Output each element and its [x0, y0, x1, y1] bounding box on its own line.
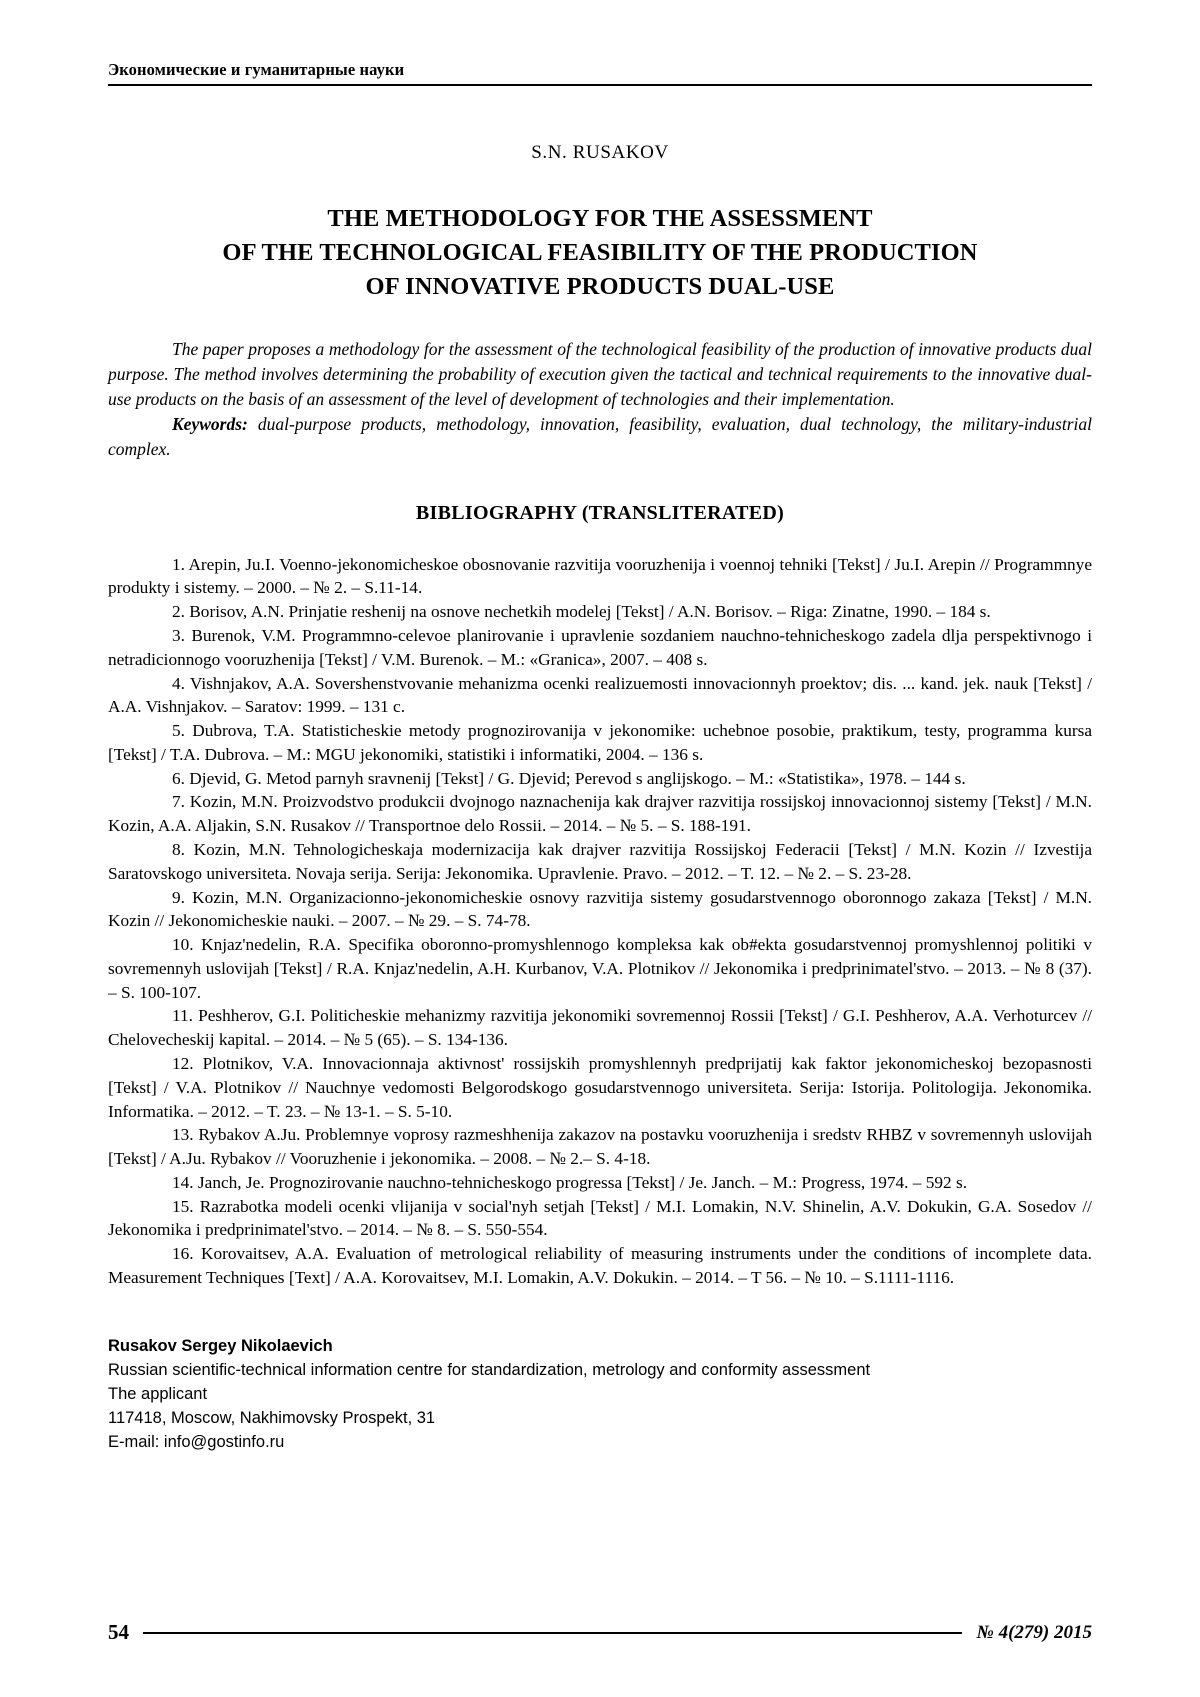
author-email: E-mail: info@gostinfo.ru — [108, 1433, 285, 1452]
abstract-block — [108, 337, 1092, 461]
page-footer — [108, 1620, 1092, 1645]
list-item: 6. Djevid, G. Metod parnyh sravnenij [Tekst] / G. Djevid; Perevod s anglijskogo. – M.: «Statistika», 1978. – 144 s. — [172, 768, 966, 788]
abstract-text: The paper proposes a methodology for the assessment of the technological feasibility of the production of innovative products dual purpose. The method involves determining the probability of execution given the tactical and technical requirements to the innovative dual-use products on the basis of an assessment of the level of development of technologies and their implementation. — [108, 339, 1092, 410]
title-line-2: OF THE TECHNOLOGICAL FEASIBILITY OF THE PRODUCTION — [222, 238, 978, 266]
list-item: 7. Kozin, M.N. Proizvodstvo produkcii dvojnogo naznachenija kak drajver razvitija rossijskoj innovacionnoj sistemy [Tekst] / M.N. Kozin, A.A. Aljakin, S.N. Rusakov // Transportnoe delo Rossii. – 2014. – № 5. – S. 188-191. — [108, 792, 1092, 836]
list-item: 9. Kozin, M.N. Organizacionno-jekonomicheskie osnovy razvitija sistemy gosudarstvennogo oboronnogo zakaza [Tekst] / M.N. Kozin // Jekonomicheskie nauki. – 2007. – № 29. – S. 74-78. — [108, 887, 1092, 931]
title-line-3: OF INNOVATIVE PRODUCTS DUAL-USE — [365, 272, 835, 300]
list-item: 2. Borisov, A.N. Prinjatie reshenij na osnove nechetkih modelej [Tekst] / A.N. Borisov. – Riga: Zinatne, 1990. – 184 s. — [172, 602, 991, 622]
list-item: 8. Kozin, M.N. Tehnologicheskaja modernizacija kak drajver razvitija Rossijskoj Federacii [Tekst] / M.N. Kozin // Izvestija Saratovskogo universiteta. Novaja serija. Serija: Jekonomika. Upravlenie. Pravo. – 2012. – T. 12. – № 2. – S. 23-28. — [108, 839, 1092, 883]
author-line: S.N. RUSAKOV — [531, 142, 669, 163]
list-item: 14. Janch, Je. Prognozirovanie nauchno-tehnicheskogo progressa [Tekst] / Je. Janch. – M.: Progress, 1974. – 592 s. — [172, 1172, 968, 1192]
list-item: 12. Plotnikov, V.A. Innovacionnaja aktivnost' rossijskih promyshlennyh predprijatij kak faktor jekonomicheskoj bezopasnosti [Tekst] / V.A. Plotnikov // Nauchnye vedomosti Belgorodskogo gosudarstvennogo universiteta. Serija: Istorija. Politologija. Jekonomika. Informatika. – 2012. – T. 23. – № 13-1. – S. 5-10. — [108, 1054, 1092, 1121]
list-item: 1. Arepin, Ju.I. Voenno-jekonomicheskoe obosnovanie razvitija vooruzhenija i voennoj tehniki [Tekst] / Ju.I. Arepin // Programmnye produkty i sistemy. – 2000. – № 2. – S.11-14. — [108, 554, 1092, 598]
list-item: 11. Peshherov, G.I. Politicheskie mehanizmy razvitija jekonomiki sovremennoj Rossii [Tekst] / G.I. Peshherov, A.A. Verhoturcev // Chelovecheskij kapital. – 2014. – № 5 (65). – S. 134-136. — [108, 1006, 1092, 1050]
author-affiliation: Russian scientific-technical information centre for standardization, metrology and conformity assessment — [108, 1360, 871, 1379]
author-address: 117418, Moscow, Nakhimovsky Prospekt, 31 — [108, 1409, 436, 1428]
list-item: 5. Dubrova, T.A. Statisticheskie metody prognozirovanija v jekonomike: uchebnoe posobie, praktikum, testy, programma kursa [Tekst] / T.A. Dubrova. – M.: MGU jekonomiki, statistiki i informatiki, 2004. – 136 s. — [108, 721, 1092, 764]
list-item: 10. Knjaz'nedelin, R.A. Specifika oboronno-promyshlennogo kompleksa kak ob#ekta gosudarstvennoj promyshlennoj politiki v sovremennyh uslovijah [Tekst] / R.A. Knjaz'nedelin, A.H. Kurbanov, V.A. Plotnikov // Jekonomika i predprinimatel'stvo. – 2013. – № 8 (37). – S. 100-107. — [108, 935, 1092, 1002]
footer-rule — [143, 1632, 962, 1634]
author-name: Rusakov Sergey Nikolaevich — [108, 1336, 333, 1355]
list-item: 3. Burenok, V.M. Programmno-celevoe planirovanie i upravlenie sozdaniem nauchno-tehnicheskogo zadela dlja perspektivnogo i netradicionnogo vooruzhenija [Tekst] / V.M. Burenok. – M.: «Granica», 2007. – 408 s. — [108, 625, 1092, 669]
keywords-text: dual-purpose products, methodology, innovation, feasibility, evaluation, dual technology, the military-industrial complex. — [108, 413, 1093, 459]
keywords-line — [108, 412, 1092, 462]
keywords-label: Keywords: — [172, 413, 248, 434]
issue-number: № 4(279) 2015 — [976, 1621, 1092, 1643]
reference-list — [108, 553, 1092, 1290]
title-line-1: THE METHODOLOGY FOR THE ASSESSMENT — [327, 205, 873, 232]
bibliography-heading: BIBLIOGRAPHY (TRANSLITERATED) — [415, 501, 785, 524]
page-number: 54 — [108, 1620, 129, 1644]
list-item: 4. Vishnjakov, A.A. Sovershenstvovanie mehanizma ocenki realizuemosti innovacionnyh proektov; dis. ... kand. jek. nauk [Tekst] / A.A. Vishnjakov. – Saratov: 1999. – 131 c. — [108, 673, 1092, 717]
list-item: 15. Razrabotka modeli ocenki vlijanija v social'nyh setjah [Tekst] / M.I. Lomakin, N.V. Shinelin, A.V. Dokukin, G.A. Sosedov // Jekonomika i predprinimatel'stvo. – 2014. – № 8. – S. 550-554. — [108, 1196, 1092, 1240]
page-title — [108, 202, 1092, 303]
author-info-block — [108, 1334, 1092, 1454]
list-item: 13. Rybakov A.Ju. Problemnye voprosy razmeshhenija zakazov na postavku vooruzhenija i sredstv RHBZ v sovremennyh uslovijah [Tekst] / A.Ju. Rybakov // Vooruzhenie i jekonomika. – 2008. – № 2.– S. 4-18. — [108, 1125, 1092, 1169]
author-position: The applicant — [108, 1384, 208, 1403]
list-item: 16. Korovaitsev, A.A. Evaluation of metrological reliability of measuring instruments under the conditions of incomplete data. Measurement Techniques [Text] / A.A. Korovaitsev, M.I. Lomakin, A.V. Dokukin. – 2014. – T 56. – № 10. – S.1111-1116. — [108, 1244, 1092, 1288]
running-head: Экономические и гуманитарные науки — [108, 60, 1092, 86]
